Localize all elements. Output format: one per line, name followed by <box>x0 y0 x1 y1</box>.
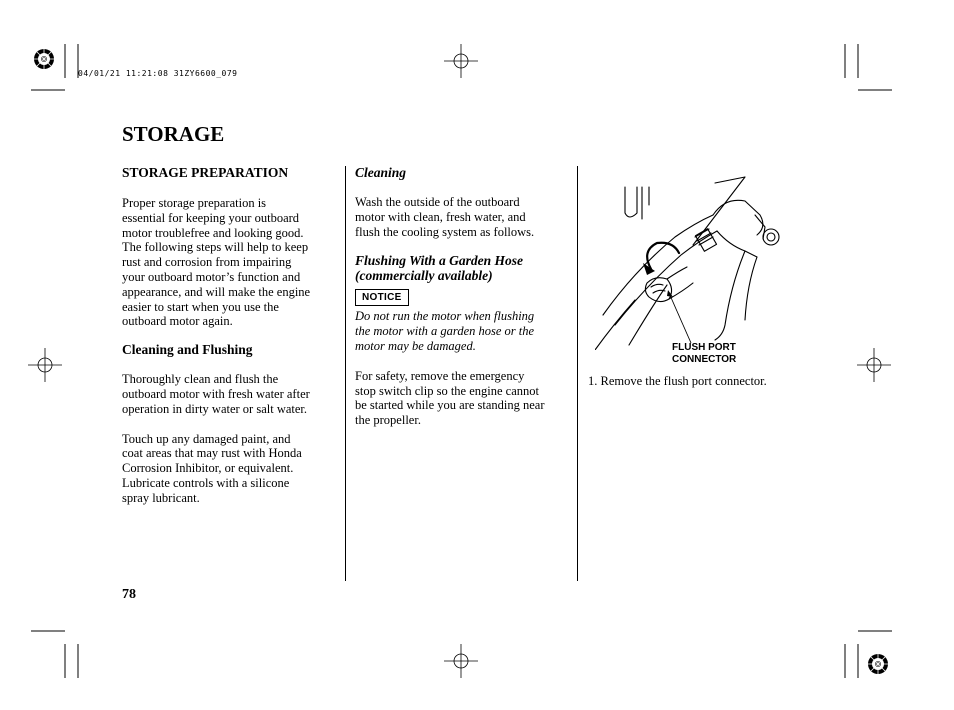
text-line: Proper storage preparation is <box>122 196 267 210</box>
figure-callout <box>672 342 736 366</box>
page-title: STORAGE <box>122 122 225 146</box>
text-line: Lubricate controls with a silicone <box>122 475 290 490</box>
paragraph <box>122 372 340 416</box>
section-heading: STORAGE PREPARATION <box>122 165 289 180</box>
text-line: outboard motor with fresh water after <box>122 386 310 401</box>
intro-paragraph <box>122 196 340 329</box>
text-line: flush the cooling system as follows. <box>355 224 535 239</box>
text-line: Thoroughly clean and flush the <box>122 372 279 387</box>
text-line: stop switch clip so the engine cannot <box>355 383 539 398</box>
text-line: coat areas that may rust with Honda <box>122 446 302 461</box>
text-line: For safety, remove the emergency <box>355 368 525 383</box>
text-line: Do not run the motor when flushing <box>355 309 535 324</box>
text-line: essential for keeping your outboard <box>122 210 300 225</box>
notice-text <box>355 309 573 353</box>
column-divider-2 <box>577 166 578 581</box>
paragraph <box>122 432 340 506</box>
text-line: the propeller. <box>355 413 421 428</box>
column-storage-preparation <box>122 165 340 506</box>
text-line: appearance, and will make the engine <box>122 284 311 299</box>
subheading-flushing: Flushing With a Garden Hose <box>355 253 524 269</box>
subheading-cleaning-flushing: Cleaning and Flushing <box>122 342 253 358</box>
text-line: operation in dirty water or salt water. <box>122 401 308 416</box>
callout-line: CONNECTOR <box>672 354 737 365</box>
section-heading-cleaning: Cleaning <box>355 165 407 180</box>
callout-line: FLUSH PORT <box>672 342 736 353</box>
column-cleaning <box>355 165 573 428</box>
text-line: Touch up any damaged paint, and <box>122 431 291 446</box>
text-line: easier to start when you use the <box>122 299 279 314</box>
text-line: the motor with a garden hose or the <box>355 324 535 339</box>
figure-step-caption: 1. Remove the flush port connector. <box>588 374 767 388</box>
notice-badge: NOTICE <box>355 289 409 306</box>
paragraph <box>355 195 573 239</box>
text-line: Corrosion Inhibitor, or equivalent. <box>122 461 294 476</box>
text-line: your outboard motor’s function and <box>122 269 301 284</box>
text-line: rust and corrosion from impairing <box>122 255 292 270</box>
text-line: motor with clean, fresh water, and <box>355 209 526 224</box>
text-line: motor troublefree and looking good. <box>122 225 304 240</box>
text-line: motor may be damaged. <box>355 338 476 353</box>
flush-port-connector-illustration <box>595 175 795 350</box>
text-line: spray lubricant. <box>122 490 200 505</box>
text-line: outboard motor again. <box>122 314 233 329</box>
page-number: 78 <box>122 587 136 602</box>
print-stamp: 04/01/21 11:21:08 31ZY6600_079 <box>78 69 238 78</box>
text-line: be started while you are standing near <box>355 398 545 413</box>
column-divider-1 <box>345 166 346 581</box>
text-line: Wash the outside of the outboard <box>355 195 520 209</box>
subheading-flushing: (commercially available) <box>355 268 493 284</box>
text-line: The following steps will help to keep <box>122 240 309 255</box>
paragraph <box>355 369 573 428</box>
